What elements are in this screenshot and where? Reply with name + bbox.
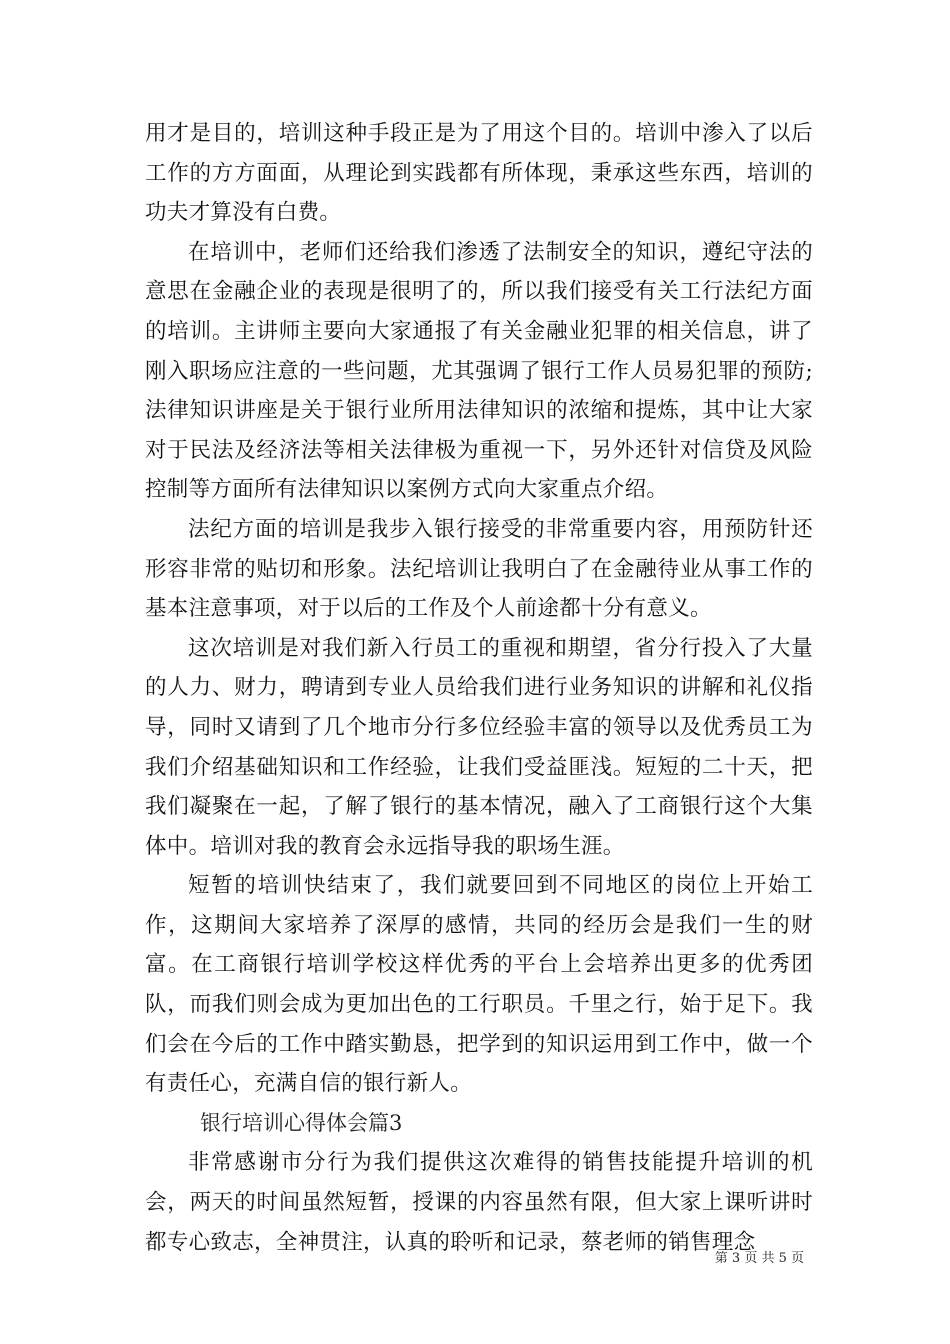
paragraph-4: 这次培训是对我们新入行员工的重视和期望，省分行投入了大量的人力、财力，聘请到专业人员给我们进行业务知识的讲解和礼仪指导，同时又请到了几个地市分行多位经验丰富的领导以及优秀员工为我们介绍基础知识和工作经验，让我们受益匪浅。短短的二十天，把我们凝聚在一起，了解了银行的基本情况，融入了工商银行这个大集体中。培训对我的教育会永远指导我的职场生涯。 — [145, 635, 813, 859]
section-heading: 银行培训心得体会篇3 — [200, 1110, 403, 1135]
paragraph-2: 在培训中，老师们还给我们渗透了法制安全的知识，遵纪守法的意思在金融企业的表现是很明了的，所以我们接受有关工行法纪方面的培训。主讲师主要向大家通报了有关金融业犯罪的相关信息，讲了刚入职场应注意的一些问题，尤其强调了银行工作人员易犯罪的预防;法律知识讲座是关于银行业所用法律知识的浓缩和提炼，其中让大家对于民法及经济法等相关法律极为重视一下，另外还针对信贷及风险控制等方面所有法律知识以案例方式向大家重点介绍。 — [145, 239, 813, 503]
paragraph-6: 非常感谢市分行为我们提供这次难得的销售技能提升培训的机会，两天的时间虽然短暂，授课的内容虽然有限，但大家上课听讲时都专心致志，全神贯注，认真的聆听和记录，蔡老师的销售理念 — [145, 1150, 813, 1255]
paragraph-3: 法纪方面的培训是我步入银行接受的非常重要内容，用预防针还形容非常的贴切和形象。法纪培训让我明白了在金融待业从事工作的基本注意事项，对于以后的工作及个人前途都十分有意义。 — [145, 516, 813, 622]
document-body — [145, 114, 813, 1262]
paragraph-5: 短暂的培训快结束了，我们就要回到不同地区的岗位上开始工作，这期间大家培养了深厚的感情，共同的经历会是我们一生的财富。在工商银行培训学校这样优秀的平台上会培养出更多的优秀团队，而我们则会成为更加出色的工行职员。千里之行，始于足下。我们会在今后的工作中踏实勤恳，把学到的知识运用到工作中，做一个有责任心，充满自信的银行新人。 — [145, 873, 813, 1097]
page-number-footer: 第 3 页 共 5 页 — [714, 1251, 804, 1266]
paragraph-1: 用才是目的，培训这种手段正是为了用这个目的。培训中渗入了以后工作的方方面面，从理论到实践都有所体现，秉承这些东西，培训的功夫才算没有白费。 — [145, 121, 813, 226]
